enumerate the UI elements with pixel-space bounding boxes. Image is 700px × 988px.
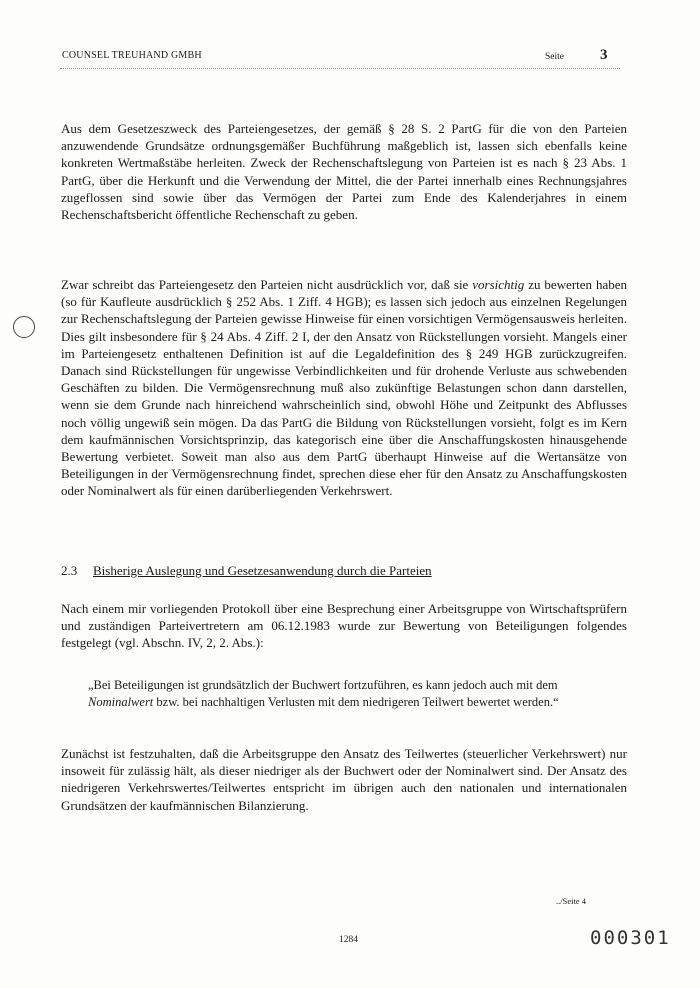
archive-stamp-number: 000301 (590, 927, 671, 949)
quotation (88, 677, 608, 711)
section-title: Bisherige Auslegung und Gesetzesanwendung durch die Parteien (93, 563, 432, 578)
paragraph-purpose: Aus dem Gesetzeszweck des Parteiengesetzes, der gemäß § 28 S. 2 PartG für die von den Parteien anzuwendende Grundsätze ordnungsgemäßer Buchführung maßgeblich ist, lassen sich ebenfalls keine konkreten Wertmaßstäbe herleiten. Zweck der Rechenschaftslegung von Parteien ist es nach § 23 Abs. 1 PartG, über die Herkunft und die Verwendung der Mittel, die der Partei innerhalb eines Rechnungsjahres zugeflossen sind sowie über das Vermögen der Partei zum Ende des Kalenderjahres in einem Rechenschaftsbericht öffentliche Rechenschaft zu geben. (61, 121, 627, 223)
paragraph-prudence-rest: zu bewerten haben (so für Kaufleute ausdrücklich § 252 Abs. 1 Ziff. 4 HGB); es lassen sich jedoch aus einzelnen Regelungen zur Rechenschaftslegung der Parteien gewisse Hinweise für einen vorsichtigen Vermögensausweis herleiten. Dies gilt insbesondere für § 24 Abs. 4 Ziff. 2 I, der den Ansatz von Rückstellungen vorsieht. Mangels einer im Parteiengesetz enthaltenen Definition ist auf die Legaldefinition des § 249 HGB zurückzugreifen. Danach sind Rückstellungen für ungewisse Verbindlichkeiten und für drohende Verluste aus schwebenden Geschäften zu bilden. Die Vermögensrechnung muß also zukünftige Belastungen schon dann darstellen, wenn sie dem Grunde nach hinreichend wahrscheinlich sind, obwohl Höhe und Zeitpunkt des Abflusses noch völlig ungewiß sein mögen. Da das PartG die Bildung von Rückstellungen vorsieht, folgt es im Kern dem kaufmännischen Vorsichtsprinzip, das kategorisch eine über die Anschaffungskosten hinausgehende Bewertung verbietet. Soweit man also aus dem PartG überhaupt Hinweise auf die Wertansätze von Beteiligungen in der Vermögensrechnung findet, sprechen diese eher für den Ansatz zu Anschaffungskosten oder Nominalwert als für einen darüberliegenden Verkehrswert. (61, 277, 628, 499)
punch-hole-icon (13, 316, 35, 338)
footer-page-number: 1284 (339, 935, 358, 945)
quotation-emphasis: Nominalwert (88, 695, 154, 709)
quotation-rest: bzw. bei nachhaltigen Verlusten mit dem niedrigeren Teilwert bewertet werden.“ (153, 695, 559, 709)
section-number: 2.3 (61, 563, 78, 578)
paragraph-prudence (61, 276, 627, 500)
paragraph-prudence-emphasis: vorsichtig (472, 277, 525, 292)
header-rule (60, 68, 620, 69)
paragraph-conclusion: Zunächst ist festzuhalten, daß die Arbeitsgruppe den Ansatz des Teilwertes (steuerlicher Verkehrswert) nur insoweit für zulässig hält, als dieser niedriger als der Buchwert oder der Nominalwert sind. Der Ansatz des niedrigeren Verkehrswertes/Teilwertes entspricht im übrigen auch den nationalen und internationalen Grundsätzen der kaufmännischen Bilanzierung. (61, 746, 627, 813)
paragraph-prudence-start: Zwar schreibt das Parteiengesetz den Parteien nicht ausdrücklich vor, daß sie (61, 277, 473, 292)
section-heading (61, 563, 561, 579)
company-name: COUNSEL TREUHAND GMBH (62, 50, 202, 61)
page-label: Seite (545, 52, 564, 62)
page-number: 3 (600, 47, 608, 63)
paragraph-protocol: Nach einem mir vorliegenden Protokoll über eine Besprechung einer Arbeitsgruppe von Wirtschaftsprüfern und zuständigen Parteivertretern am 06.12.1983 wurde zur Bewertung von Beteiligungen folgendes festgelegt (vgl. Abschn. IV, 2, 2. Abs.): (61, 601, 627, 651)
quotation-start: „Bei Beteiligungen ist grundsätzlich der Buchwert fortzuführen, es kann jedoch auch mit dem (88, 678, 558, 692)
continue-note: ../Seite 4 (556, 896, 586, 906)
